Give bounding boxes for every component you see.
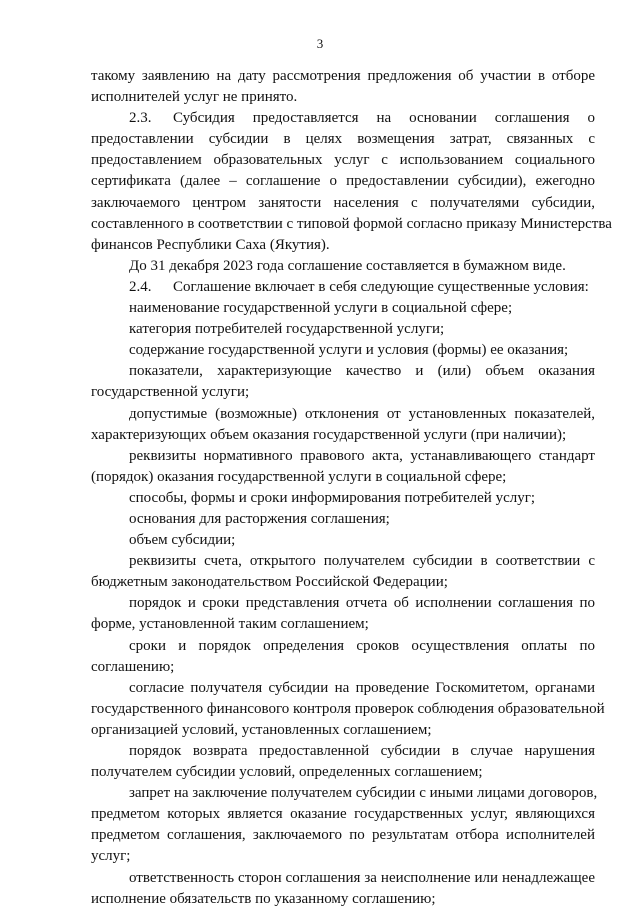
text-line: объем субсидии; xyxy=(129,532,236,549)
text-line: реквизиты нормативного правового акта, устанавливающего стандарт xyxy=(129,447,595,464)
text-line: показатели, характеризующие качество и (или) объем оказания xyxy=(129,363,595,380)
text-line: реквизиты счета, открытого получателем субсидии в соответствии с xyxy=(129,553,595,570)
text-line: ответственность сторон соглашения за неисполнение или ненадлежащее xyxy=(129,869,595,886)
text-line: государственной услуги; xyxy=(91,384,250,401)
text-line: Соглашение включает в себя следующие существенные условия: xyxy=(173,278,589,295)
text-line: способы, формы и сроки информирования потребителей услуг; xyxy=(129,489,536,506)
text-line: финансов Республики Саха (Якутия). xyxy=(91,236,330,253)
text-line: допустимые (возможные) отклонения от установленных показателей, xyxy=(129,405,595,422)
text-line: соглашению; xyxy=(91,658,175,675)
text-line: До 31 декабря 2023 года соглашение составляется в бумажном виде. xyxy=(129,257,566,274)
text-line: получателем субсидии условий, определенных соглашением; xyxy=(91,764,483,781)
text-line: организацией условий, установленных соглашением; xyxy=(91,721,432,738)
text-line: форме, установленной таким соглашением; xyxy=(91,616,369,633)
text-line: порядок и сроки представления отчета об исполнении соглашения по xyxy=(129,595,595,612)
clause-number: 2.3. xyxy=(129,110,152,127)
text-line: такому заявлению на дату рассмотрения предложения об участии в отборе xyxy=(91,68,595,84)
text-line: (порядок) оказания государственной услуги в социальной сфере; xyxy=(91,468,507,485)
text-line: категория потребителей государственной услуги; xyxy=(129,321,445,338)
text-line: предоставлении субсидии в целях возмещения затрат, связанных с xyxy=(91,131,595,148)
text-line: предметом которых является оказание государственных услуг, являющихся xyxy=(91,806,595,823)
text-line: заключаемого центром занятости населения с получателями субсидии, xyxy=(91,194,595,211)
text-line: предоставлением образовательных услуг с использованием социального xyxy=(91,152,595,169)
text-line: государственного финансового контроля проверок соблюдения образовательной xyxy=(91,700,605,717)
text-line: сроки и порядок определения сроков осуществления оплаты по xyxy=(129,637,595,654)
clause-number: 2.4. xyxy=(129,278,152,295)
text-line: основания для расторжения соглашения; xyxy=(129,510,390,527)
text-line: исполнителей услуг не принято. xyxy=(91,89,298,106)
text-line: бюджетным законодательством Российской Федерации; xyxy=(91,574,448,591)
text-line: порядок возврата предоставленной субсидии в случае нарушения xyxy=(129,743,595,759)
text-line: предметом соглашения, заключаемого по результатам отбора исполнителей xyxy=(91,827,595,844)
text-line: составленного в соответствии с типовой формой согласно приказу Министерства xyxy=(91,215,612,232)
text-line: сертификата (далее – соглашение о предоставлении субсидии), ежегодно xyxy=(91,173,595,190)
text-line: согласие получателя субсидии на проведение Госкомитетом, органами xyxy=(129,679,595,696)
clause-2-4-first-line xyxy=(91,277,595,298)
text-line: услуг; xyxy=(91,848,131,865)
page-number: 3 xyxy=(316,36,324,51)
text-line: запрет на заключение получателем субсидии с иными лицами договоров, xyxy=(129,785,598,802)
text-line: содержание государственной услуги и условия (формы) ее оказания; xyxy=(129,342,569,359)
text-line: характеризующих объем оказания государственной услуги (при наличии); xyxy=(91,426,567,443)
text-line: наименование государственной услуги в социальной сфере; xyxy=(129,300,513,317)
text-line: Субсидия предоставляется на основании соглашения о xyxy=(173,110,595,127)
document-body xyxy=(91,66,612,910)
text-line: исполнение обязательств по указанному соглашению; xyxy=(91,890,436,907)
clause-2-3-first-line xyxy=(91,108,595,129)
